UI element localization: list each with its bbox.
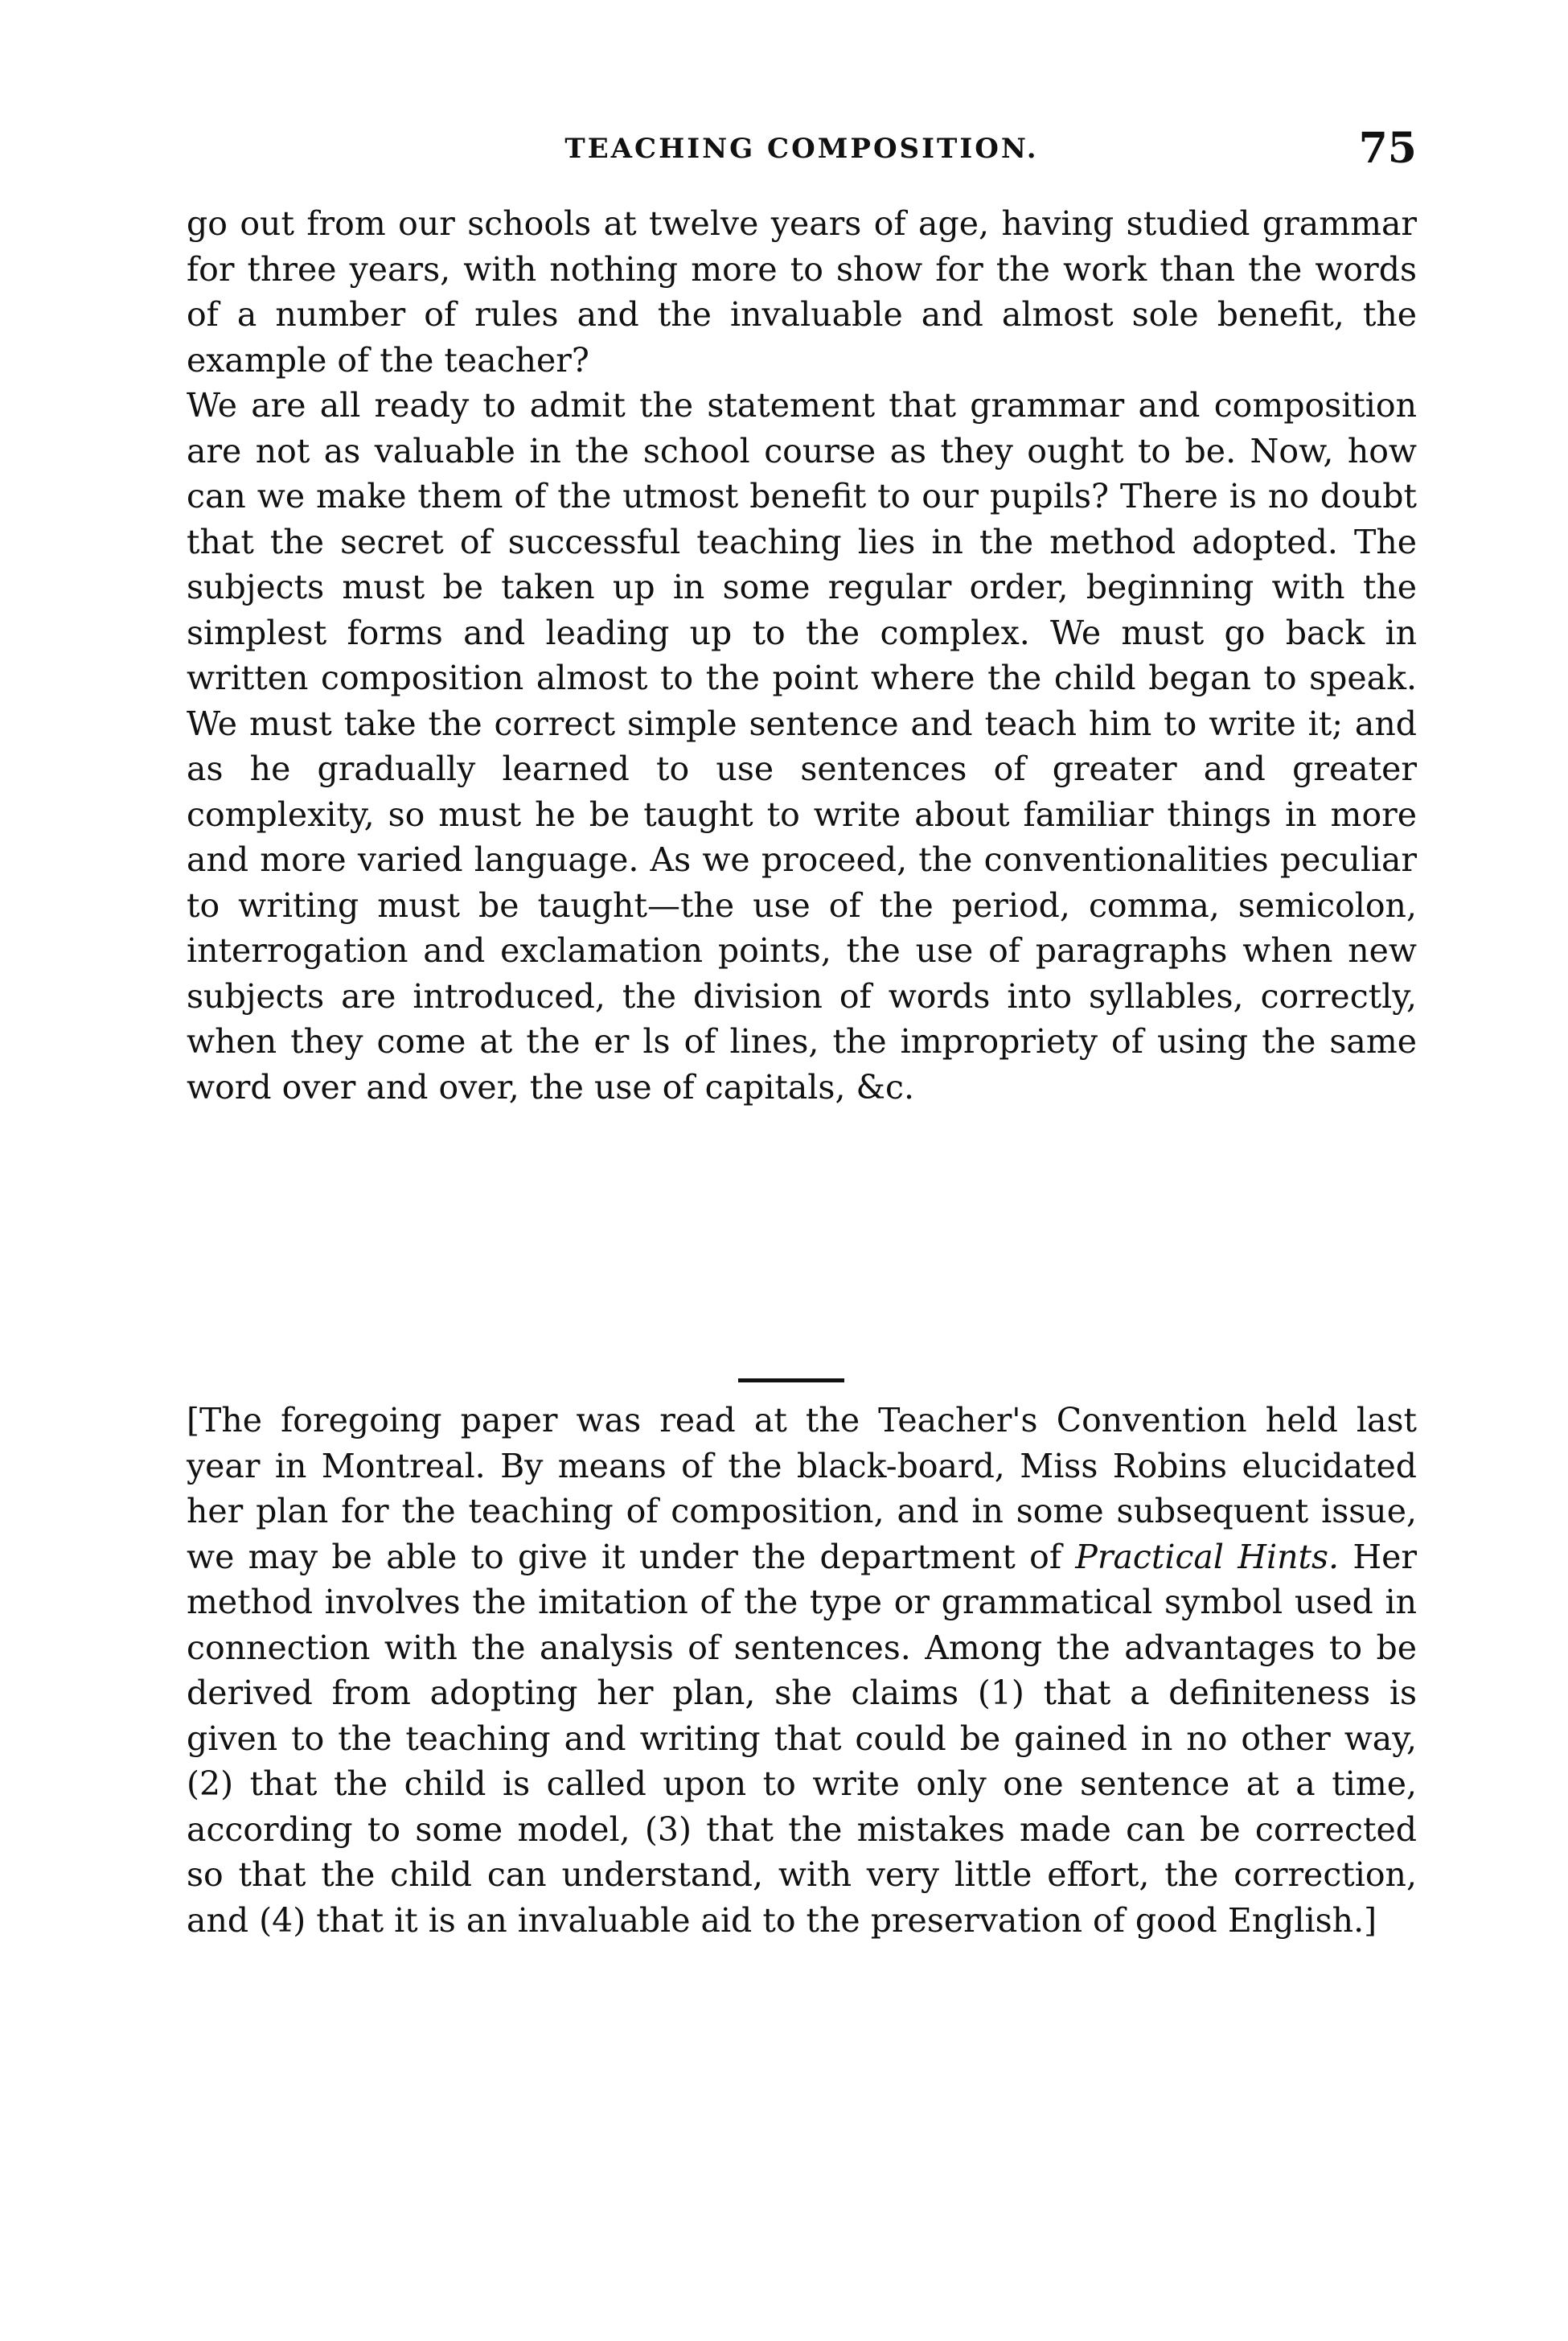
editor-note-text-end: Her method involves the imitation of the type or grammatical symbol used in connection with the analysis of sentences. Among the advantages to be derived from adopting her plan, she claims (1) that a definiteness is given to the teaching and writing that could be gained in no other way, (2) that the child is called upon to write only one sentence at a time, according to some model, (3) that the mistakes made can be corrected so that the child can understand, with very little effort, the correction, and (4) that it is an invaluable aid to the preservation of good English.] — [187, 1537, 1417, 1940]
main-text — [187, 201, 1417, 1110]
paragraph-method: We are all ready to admit the statement that grammar and composition are not as valuable in the school course as they ought to be. Now, how can we make them of the utmost benefit to our pupils? There is no doubt that the secret of successful teaching lies in the method adopted. The subjects must be taken up in some regular order, beginning with the simplest forms and leading up to the complex. We must go back in written composition almost to the point where the child began to speak. We must take the correct simple sentence and teach him to write it; and as he gradually learned to use sentences of greater and greater complexity, so must he be taught to write about familiar things in more and more varied language. As we proceed, the conventionalities peculiar to writing must be taught—the use of the period, comma, semicolon, interrogation and exclamation points, the use of paragraphs when new subjects are introduced, the division of words into syllables, correctly, when they come at the er ls of lines, the impropriety of using the same word over and over, the use of capitals, &c. — [187, 386, 1417, 1107]
editor-note-paragraph — [187, 1398, 1417, 1943]
section-divider-rule — [738, 1378, 844, 1382]
page-number: 75 — [1358, 124, 1417, 173]
editor-note-text-start: [The foregoing paper was read at the Teacher's Convention held last year in Montreal. By means of the black-board, Miss Robins elucidated her plan for the teaching of composition, and in some subsequent issue, we may be able to give it under the department of — [187, 1401, 1417, 1576]
paragraph-continued: go out from our schools at twelve years of age, having studied grammar for three years, with nothing more to show for the work than the words of a number of rules and the invaluable and almost sole benefit, the example of the teacher? — [187, 204, 1417, 380]
running-title: TEACHING COMPOSITION. — [564, 133, 1039, 165]
editor-note-italic-title: Practical Hints. — [1075, 1537, 1340, 1576]
running-head — [187, 121, 1417, 177]
editor-note — [187, 1398, 1417, 1943]
